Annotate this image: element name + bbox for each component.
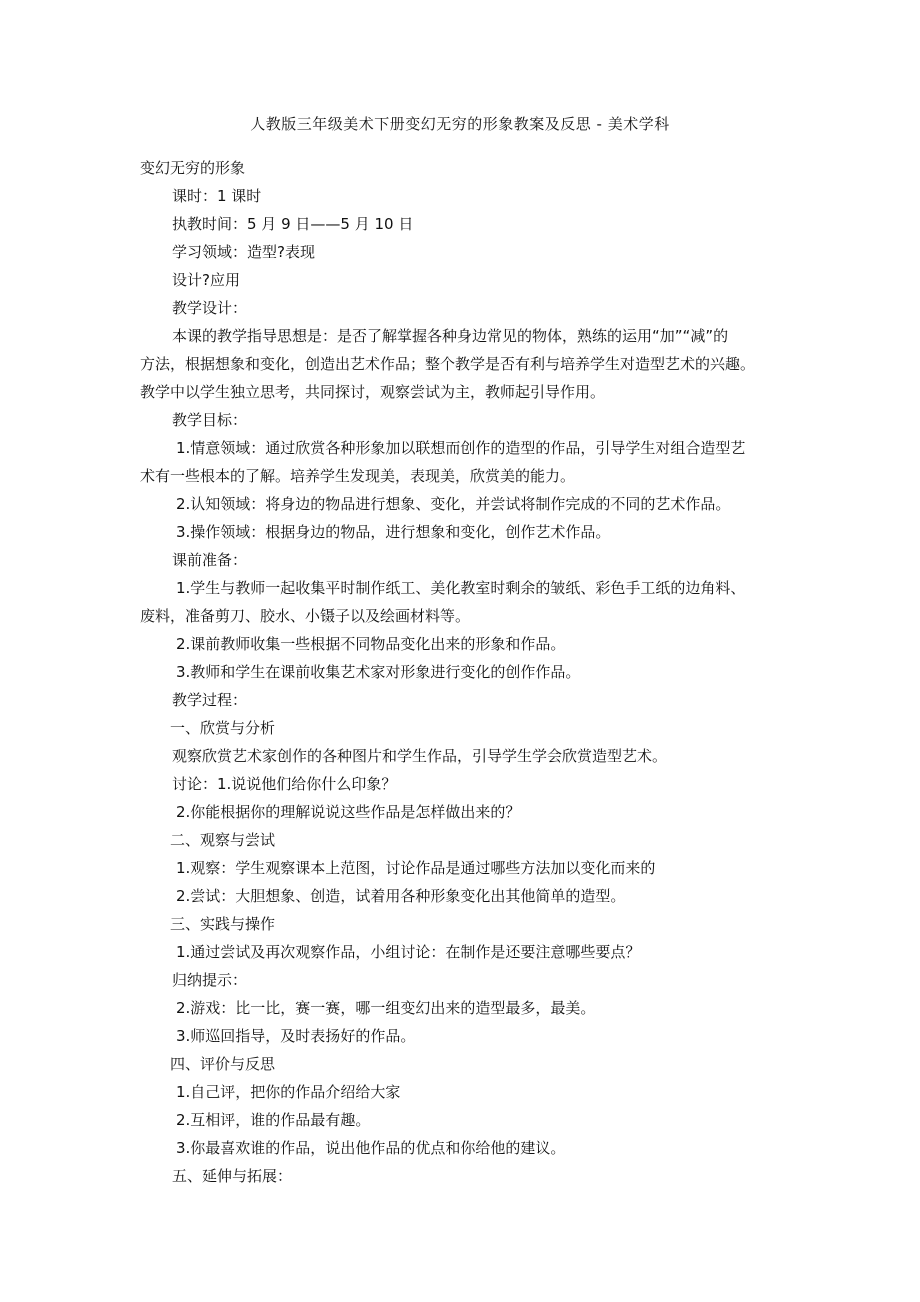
list-item: 1.情意领域：通过欣赏各种形象加以联想而创作的造型的作品，引导学生对组合造型艺 [176, 439, 746, 457]
text-line: 讨论：1.说说他们给你什么印象？ [172, 775, 397, 793]
section-heading: 教学设计： [172, 299, 248, 317]
section-heading: 教学目标： [172, 411, 248, 429]
subsection-heading: 二、观察与尝试 [170, 831, 276, 849]
subsection-heading: 一、欣赏与分析 [170, 719, 276, 737]
list-item-continuation: 废料，准备剪刀、胶水、小镊子以及绘画材料等。 [140, 607, 471, 625]
list-item: 2.课前教师收集一些根据不同物品变化出来的形象和作品。 [176, 635, 566, 653]
text-line: 学习领域：造型?表现 [172, 243, 315, 261]
text-line: 设计?应用 [172, 271, 240, 289]
subsection-heading: 三、实践与操作 [170, 915, 276, 933]
text-line: 归纳提示： [172, 971, 248, 989]
list-item: 2.游戏：比一比，赛一赛，哪一组变幻出来的造型最多，最美。 [176, 999, 596, 1017]
list-item: 3.师巡回指导，及时表扬好的作品。 [176, 1027, 416, 1045]
list-item: 3.教师和学生在课前收集艺术家对形象进行变化的创作作品。 [176, 663, 581, 681]
section-heading: 课前准备： [172, 551, 248, 569]
paragraph-line: 本课的教学指导思想是：是否了解掌握各种身边常见的物体，熟练的运用“加”“减”的 [172, 327, 729, 345]
subsection-heading: 四、评价与反思 [170, 1055, 276, 1073]
list-item: 2.你能根据你的理解说说这些作品是怎样做出来的？ [176, 803, 521, 821]
list-item-continuation: 术有一些根本的了解。培养学生发现美，表现美，欣赏美的能力。 [140, 467, 576, 485]
list-item: 2.认知领域：将身边的物品进行想象、变化，并尝试将制作完成的不同的艺术作品。 [176, 495, 731, 513]
section-heading: 教学过程： [172, 691, 248, 709]
lesson-name: 变幻无穷的形象 [140, 159, 246, 177]
text-line: 观察欣赏艺术家创作的各种图片和学生作品，引导学生学会欣赏造型艺术。 [172, 747, 668, 765]
list-item: 2.互相评，谁的作品最有趣。 [176, 1111, 371, 1129]
list-item: 1.自己评，把你的作品介绍给大家 [176, 1083, 401, 1101]
list-item: 1.通过尝试及再次观察作品，小组讨论：在制作是还要注意哪些要点？ [176, 943, 641, 961]
text-line: 执教时间：5 月 9 日——5 月 10 日 [172, 215, 414, 233]
subsection-heading: 五、延伸与拓展： [172, 1167, 293, 1185]
list-item: 2.尝试：大胆想象、创造，试着用各种形象变化出其他简单的造型。 [176, 887, 626, 905]
paragraph-line: 方法，根据想象和变化，创造出艺术作品；整个教学是否有利与培养学生对造型艺术的兴趣。 [140, 355, 756, 373]
text-line: 课时：1 课时 [172, 187, 262, 205]
list-item: 3.你最喜欢谁的作品，说出他作品的优点和你给他的建议。 [176, 1139, 566, 1157]
list-item: 1.学生与教师一起收集平时制作纸工、美化教室时剩余的皱纸、彩色手工纸的边角料、 [176, 579, 746, 597]
document-title: 人教版三年级美术下册变幻无穷的形象教案及反思 - 美术学科 [250, 115, 670, 133]
list-item: 1.观察：学生观察课本上范图，讨论作品是通过哪些方法加以变化而来的 [176, 859, 656, 877]
paragraph-line: 教学中以学生独立思考，共同探讨，观察尝试为主，教师起引导作用。 [140, 383, 606, 401]
list-item: 3.操作领域：根据身边的物品，进行想象和变化，创作艺术作品。 [176, 523, 611, 541]
